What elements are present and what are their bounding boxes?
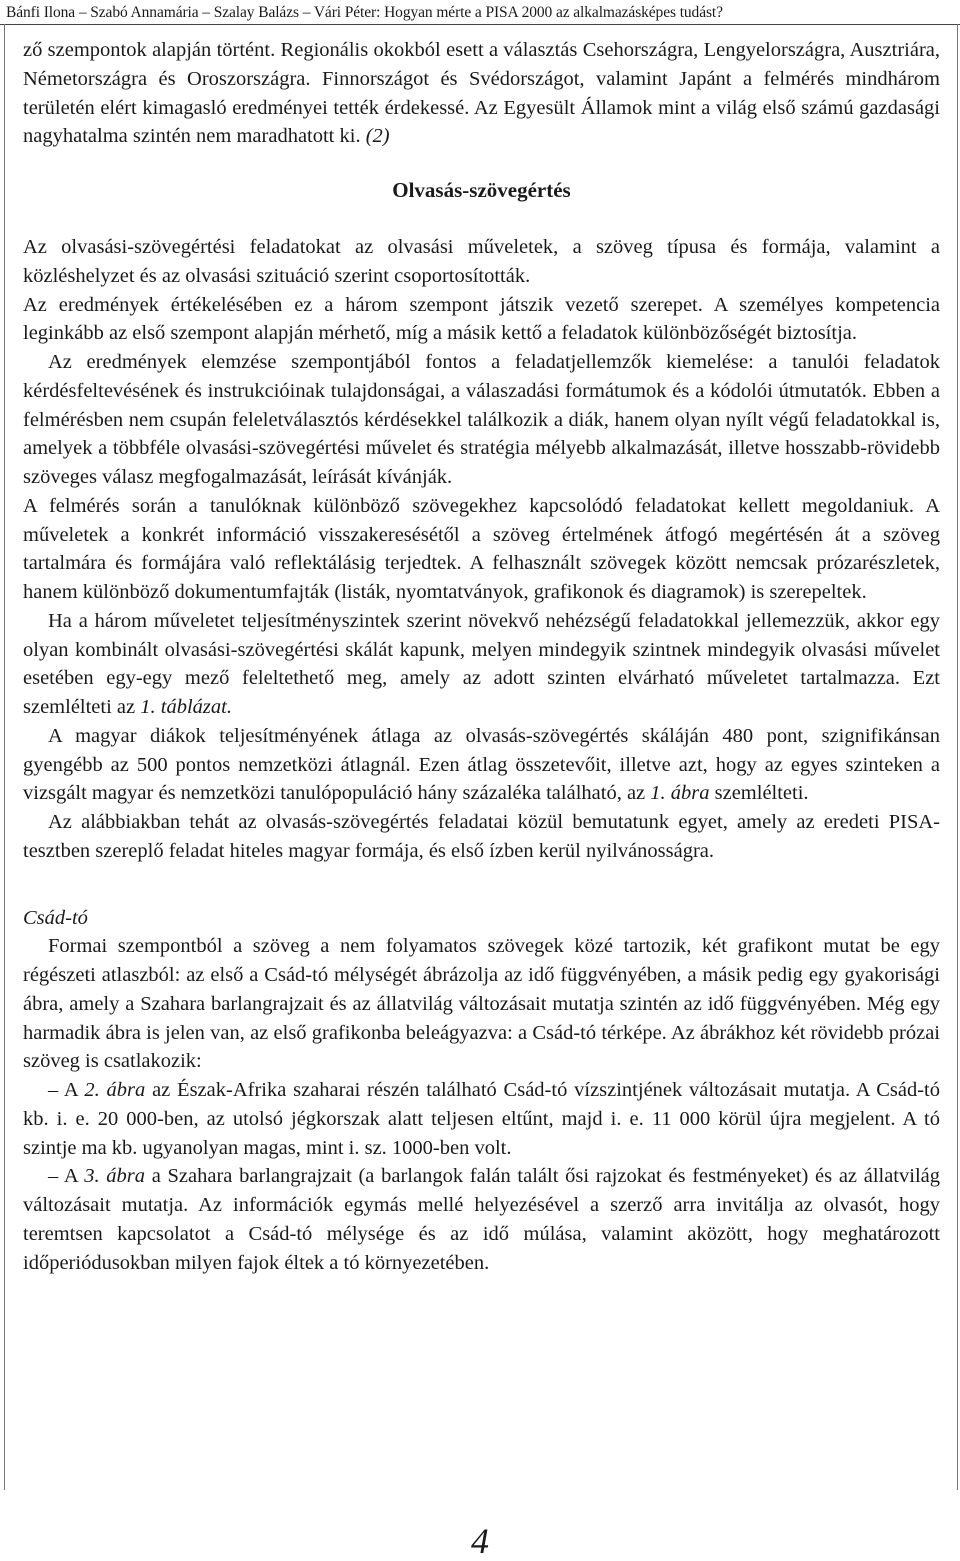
right-margin-rule <box>957 24 958 1490</box>
section-gap <box>23 866 940 904</box>
section-title: Olvasás-szövegértés <box>392 178 571 202</box>
table-reference: 1. táblázat. <box>140 696 232 718</box>
section-paragraph-1: Az olvasási-szövegértési feladatokat az olvasási műveletek, a szöveg típusa és formája, valamint a közléshelyzet és az olvasási szituáció szerint csoportosították. <box>23 236 940 287</box>
page-body <box>23 36 940 1277</box>
figure-2-reference: 2. ábra <box>84 1079 146 1101</box>
header-rule <box>0 24 960 25</box>
intro-reference: (2) <box>365 125 390 148</box>
csad-list-item-2 <box>23 1162 940 1277</box>
csad-list-item-2-text: a Szahara barlangrajzait (a barlangok falán talált ősi rajzokat és festményeket) és az állatvilág változásait mutatja. Az információk egymás mellé helyezésével a szerző arra invitálja az olvasót, hogy teremtsen kapcsolatot a Csád-tó mélysége és az idő múlása, valamint aközött, hogy meghatározott időperiódusokban milyen fajok éltek a tó környezetében. <box>23 1165 940 1274</box>
running-header: Bánfi Ilona – Szabó Annamária – Szalay Balázs – Vári Péter: Hogyan mérte a PISA 2000 az alkalmazásképes tudást? <box>6 4 723 21</box>
section-paragraph-6 <box>23 722 940 808</box>
section-paragraph-5-text: Ha a három műveletet teljesítményszintek szerint növekvő nehézségű feladatokkal jellemezzük, akkor egy olyan kombinált olvasási-szövegértési skálát kapunk, melyen mindegyik szintnek mindegyik olvasási művelet esetében egy-egy mező feleltethető meg, amely az adott szinten elvárható műveletet tartalmazza. Ezt szemlélteti az <box>23 609 940 718</box>
section-paragraph-4: A felmérés során a tanulóknak különböző szövegekhez kapcsolódó feladatokat kellett megoldaniuk. A műveletek a konkrét információ visszakeresésétől a szöveg értelmének átfogó megértésén át a szöveg tartalmára és formájára való reflektálásig terjedtek. A felhasznált szövegek között nemcsak prózarészletek, hanem különböző dokumentumfajták (listák, nyomtatványok, grafikonok és diagramok) is szerepeltek. <box>23 494 940 603</box>
section-paragraph-6-end: szemlélteti. <box>709 782 809 805</box>
section-paragraph-7: Az alábbiakban tehát az olvasás-szövegértés feladatai közül bemutatunk egyet, amely az eredeti PISA-tesztben szereplő feladat hiteles magyar formája, és első ízben kerül nyilvánosságra. <box>23 811 940 862</box>
figure-reference: 1. ábra <box>650 782 710 805</box>
intro-text: ző szempontok alapján történt. Regionális okokból esett a választás Csehországra, Lengyelországra, Ausztriára, Németországra és Oroszországra. Finnországot és Svédországot, valamint Japánt a felmérés mindhárom területén elért kimagasló eredményei tették érdekessé. Az Egyesült Államok mint a világ első számú gazdasági nagyhatalma szintén nem maradhatott ki. <box>23 39 940 148</box>
csad-list-item-1-text: az Észak-Afrika szaharai részén található Csád-tó vízszintjének változásait mutatja. A Csád-tó kb. i. e. 20 000-ben, az utolsó jégkorszak alatt teljesen eltűnt, majd i. e. 11 000 körül újra megjelent. A tó szintje ma kb. ugyanolyan magas, mint i. sz. 1000-ben volt. <box>23 1079 941 1159</box>
list-dash-2: – A <box>48 1165 85 1188</box>
section-paragraph-6-text: A magyar diákok teljesítményének átlaga az olvasás-szövegértés skáláján 480 pont, szignifikánsan gyengébb az 500 pontos nemzetközi átlagnál. Ezen átlag összetevőit, illetve azt, hogy az egyes szinteken a vizsgált magyar és nemzetközi tanulópopuláció hány százaléka található, az <box>23 724 940 805</box>
list-dash-1: – A <box>48 1079 85 1101</box>
section-paragraph-2-rest: A személyes kompetencia leginkább az első szempont alapján mérhető, míg a másik kettő a feladatok különbözőségét biztosítja. <box>23 293 940 345</box>
csad-subhead: Csád-tó <box>23 906 88 929</box>
section-paragraph-2 <box>23 291 940 349</box>
page-number: 4 <box>471 1521 489 1561</box>
left-margin-rule <box>4 24 5 1490</box>
section-paragraph-2-lead: Az eredmények értékelésében ez a három szempont játszik vezető szerepet. <box>23 293 703 316</box>
csad-paragraph-1: Formai szempontból a szöveg a nem folyamatos szövegek közé tartozik, két grafikont mutat be egy régészeti atlaszból: az első a Csád-tó mélységét ábrázolja az idő függvényében, a másik pedig egy gyakorisági ábra, amely a Szahara barlangrajzait és az állatvilág változásait mutatja szintén az idő függvényében. Még egy harmadik ábra is jelen van, az első grafikonba beleágyazva: a Csád-tó térképe. Az ábrákhoz két rövidebb prózai szöveg is csatlakozik: <box>23 935 940 1073</box>
intro-paragraph <box>23 36 940 151</box>
section-paragraph-3: Az eredmények elemzése szempontjából fontos a feladatjellemzők kiemelése: a tanulói feladatok kérdésfeltevésének és instrukcióinak tulajdonságai, a válaszadási formátumok és a kódolói útmutatók. Ebben a felmérésben nem csupán feleletválasztós kérdésekkel találkozik a diák, hanem olyan nyílt végű feladatokkal is, amelyek a többféle olvasási-szövegértési művelet és stratégia mélyebb alkalmazását, illetve hosszabb-rövidebb szöveges válasz megfogalmazását, leírását kívánják. <box>23 351 940 488</box>
section-paragraph-5 <box>23 607 940 722</box>
csad-list-item-1 <box>23 1076 940 1162</box>
figure-3-reference: 3. ábra <box>84 1165 146 1188</box>
